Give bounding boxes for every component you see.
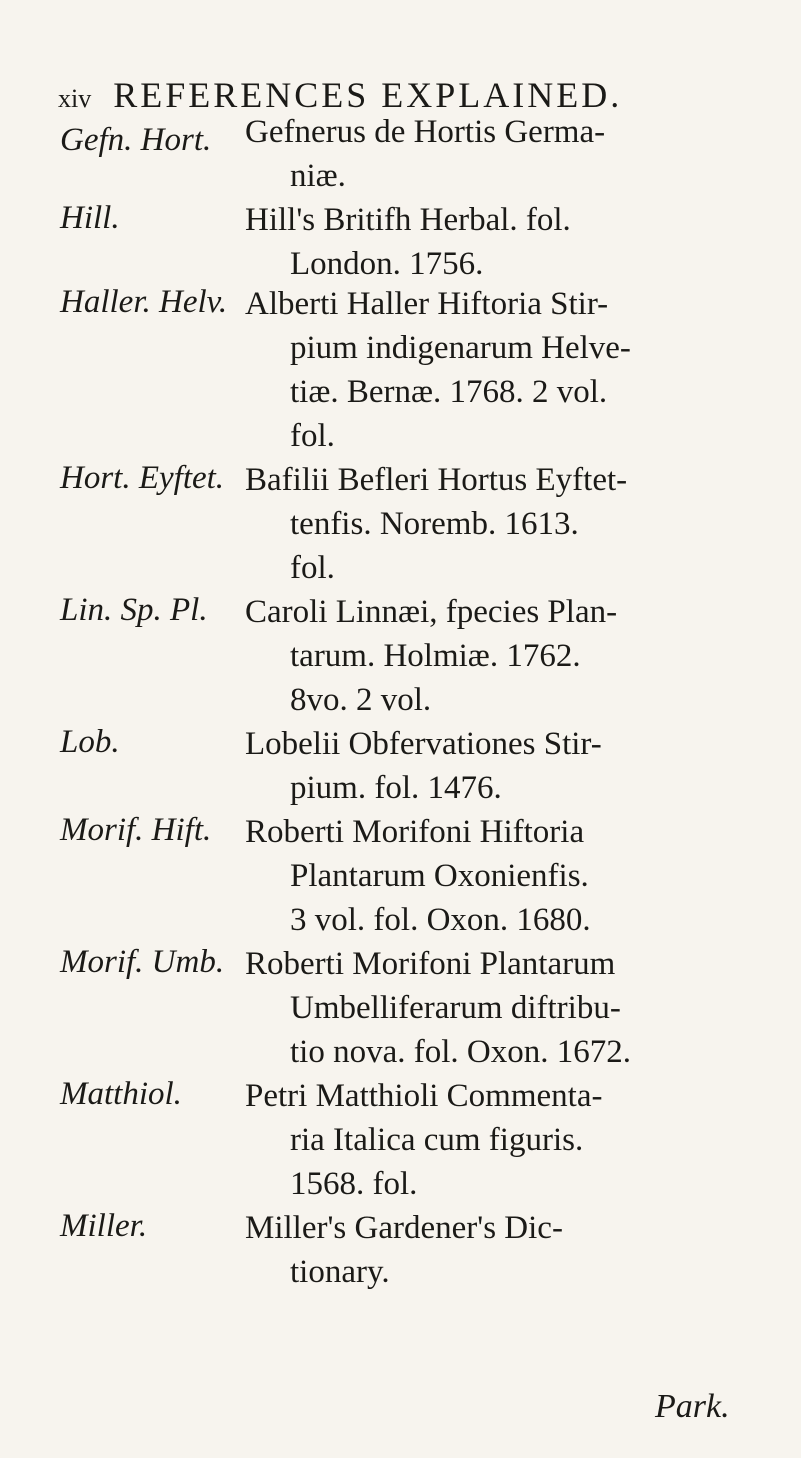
description-line: Hill's Britifh Herbal. fol. xyxy=(245,202,571,238)
description-line: Bafilii Befleri Hortus Eyftet- xyxy=(245,462,628,498)
reference-abbreviation: Hill. xyxy=(60,200,120,236)
description-line: Alberti Haller Hiftoria Stir- xyxy=(245,286,609,322)
description-line: 3 vol. fol. Oxon. 1680. xyxy=(290,902,591,938)
description-line: Umbelliferarum diftribu- xyxy=(290,990,621,1026)
catchword: Park. xyxy=(655,1388,730,1425)
description-line: tenfis. Noremb. 1613. xyxy=(290,506,579,542)
description-line: 8vo. 2 vol. xyxy=(290,682,432,718)
reference-abbreviation: Miller. xyxy=(60,1208,148,1244)
description-line: Caroli Linnæi, fpecies Plan- xyxy=(245,594,618,630)
description-line: tionary. xyxy=(290,1254,390,1290)
description-line: Roberti Morifoni Hiftoria xyxy=(245,814,585,850)
description-line: ria Italica cum figuris. xyxy=(290,1122,584,1158)
description-line: fol. xyxy=(290,418,335,454)
reference-abbreviation: Morif. Umb. xyxy=(60,944,225,980)
description-line: Gefnerus de Hortis Germa- xyxy=(245,114,606,150)
page-title: REFERENCES EXPLAINED. xyxy=(113,75,623,115)
description-line: Petri Matthioli Commenta- xyxy=(245,1078,603,1114)
description-line: tarum. Holmiæ. 1762. xyxy=(290,638,581,674)
description-line: London. 1756. xyxy=(290,246,484,282)
description-line: niæ. xyxy=(290,158,346,194)
reference-description xyxy=(245,942,775,1074)
description-line: pium. fol. 1476. xyxy=(290,770,502,806)
description-line: 1568. fol. xyxy=(290,1166,418,1202)
reference-description xyxy=(245,458,775,590)
reference-abbreviation: Lob. xyxy=(60,724,120,760)
reference-abbreviation: Morif. Hift. xyxy=(60,812,212,848)
description-line: Roberti Morifoni Plantarum xyxy=(245,946,616,982)
reference-description xyxy=(245,1206,775,1294)
description-line: Lobelii Obfervationes Stir- xyxy=(245,726,602,762)
reference-description xyxy=(245,110,775,198)
description-line: tiæ. Bernæ. 1768. 2 vol. xyxy=(290,374,608,410)
reference-abbreviation: Matthiol. xyxy=(60,1076,182,1112)
description-line: Miller's Gardener's Dic- xyxy=(245,1210,563,1246)
reference-abbreviation: Haller. Helv. xyxy=(60,284,228,320)
description-line: pium indigenarum Helve- xyxy=(290,330,631,366)
reference-description xyxy=(245,590,775,722)
reference-description xyxy=(245,810,775,942)
reference-description xyxy=(245,722,775,810)
description-line: Plantarum Oxonienfis. xyxy=(290,858,589,894)
reference-abbreviation: Lin. Sp. Pl. xyxy=(60,592,208,628)
reference-description xyxy=(245,282,775,458)
reference-description xyxy=(245,198,775,286)
reference-abbreviation: Gefn. Hort. xyxy=(60,122,212,158)
reference-abbreviation: Hort. Eyftet. xyxy=(60,460,225,496)
description-line: tio nova. fol. Oxon. 1672. xyxy=(290,1034,631,1070)
description-line: fol. xyxy=(290,550,335,586)
page-number: xiv xyxy=(58,84,92,113)
reference-description xyxy=(245,1074,775,1206)
